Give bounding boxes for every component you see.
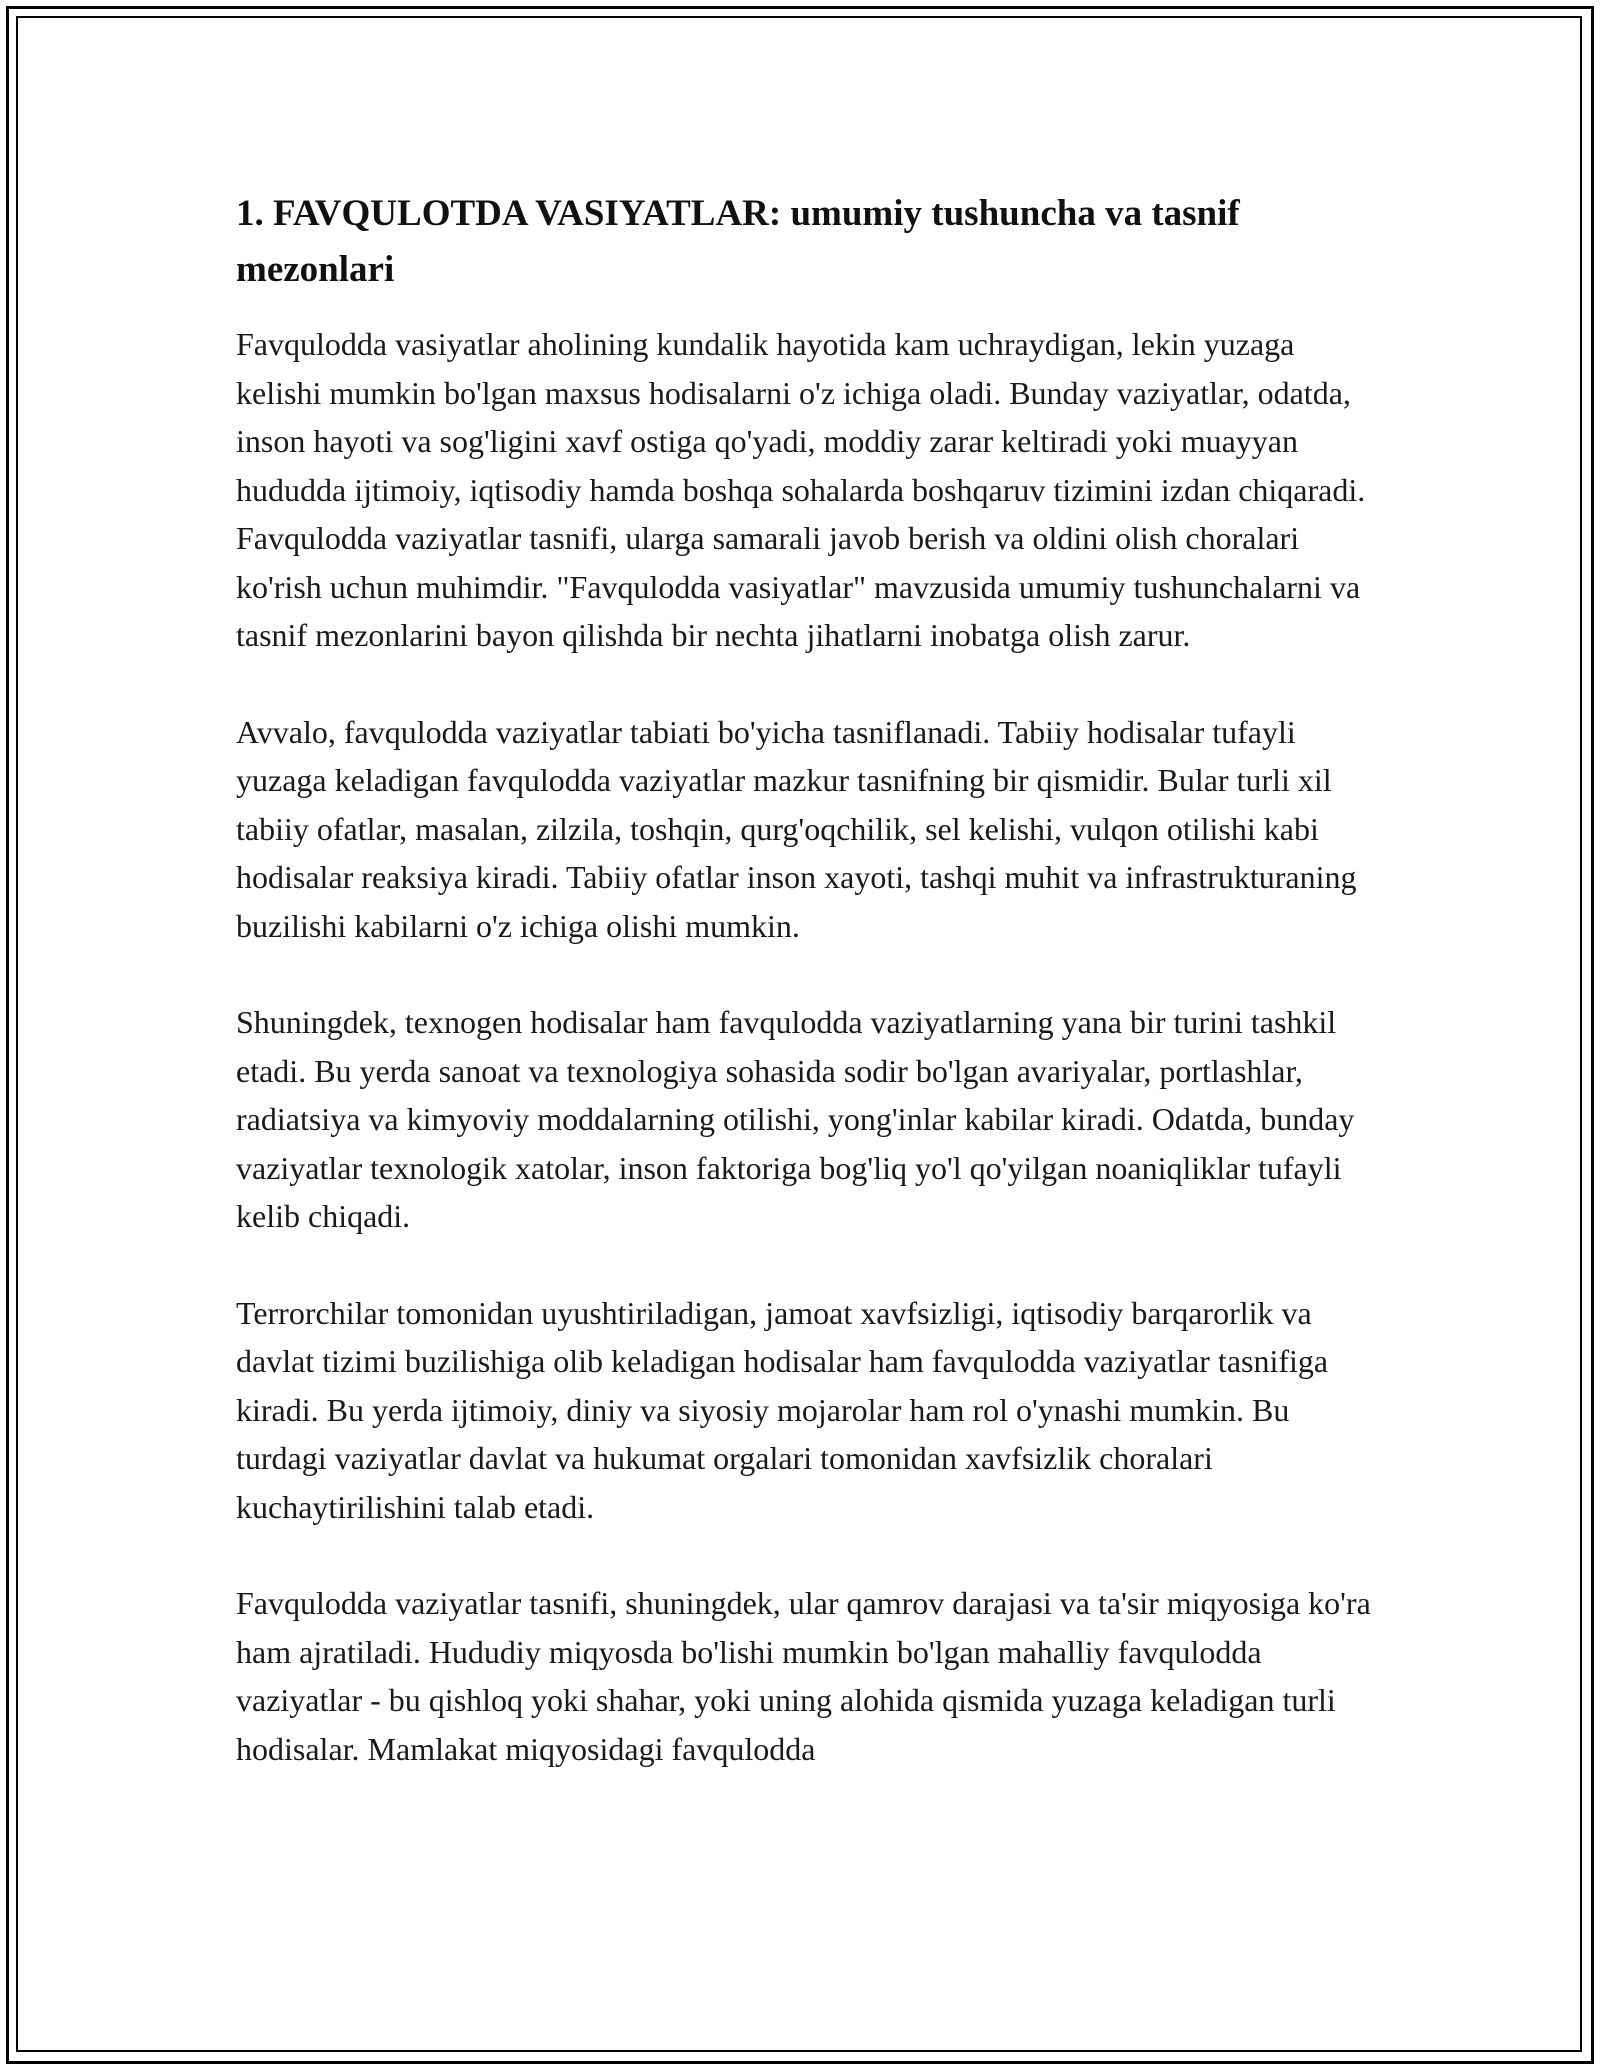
paragraph-social-hazards: Terrorchilar tomonidan uyushtiriladigan, jamoat xavfsizligi, iqtisodiy barqarorlik va davlat tizimi buzilishiga olib keladigan hodisalar ham favqulodda vaziyatlar tasnifiga kiradi. Bu yerda ijtimoiy, diniy va siyosiy mojarolar ham rol o'ynashi mumkin. Bu turdagi vaziyatlar davlat va hukumat orgalari tomonidan xavfsizlik choralari kuchaytirilishini talab etadi.: [236, 1294, 1329, 1525]
section-heading: 1. FAVQULOTDA VASIYATLAR: umumiy tushuncha va tasnif mezonlari: [236, 193, 1240, 290]
paragraph-natural-hazards: Avvalo, favqulodda vaziyatlar tabiati bo'yicha tasniflanadi. Tabiiy hodisalar tufayli yuzaga keladigan favqulodda vaziyatlar mazkur tasnifning bir qismidir. Bular turli xil tabiiy ofatlar, masalan, zilzila, toshqin, qurg'oqchilik, sel kelishi, vulqon otilishi kabi hodisalar reaksiya kiradi. Tabiiy ofatlar inson xayoti, tashqi muhit va infrastrukturaning buzilishi kabilarni o'z ichiga olishi mumkin.: [236, 713, 1357, 944]
document-body: [236, 186, 1384, 1821]
paragraph-technogenic-hazards: Shuningdek, texnogen hodisalar ham favqulodda vaziyatlarning yana bir turini tashkil etadi. Bu yerda sanoat va texnologiya sohasida sodir bo'lgan avariyalar, portlashlar, radiatsiya va kimyoviy moddalarning otilishi, yong'inlar kabilar kiradi. Odatda, bunday vaziyatlar texnologik xatolar, inson faktoriga bog'liq yo'l qo'yilgan noaniqliklar tufayli kelib chiqadi.: [236, 1004, 1355, 1234]
paragraph-scale-classification: Favqulodda vaziyatlar tasnifi, shuningdek, ular qamrov darajasi va ta'sir miqyosiga ko'ra ham ajratiladi. Hududiy miqyosda bo'lishi mumkin bo'lgan mahalliy favqulodda vaziyatlar - bu qishloq yoki shahar, yoki uning alohida qismida yuzaga keladigan turli hodisalar. Mamlakat miqyosidagi favqulodda: [236, 1585, 1371, 1767]
paragraph-introduction: Favqulodda vasiyatlar aholining kundalik hayotida kam uchraydigan, lekin yuzaga kelishi mumkin bo'lgan maxsus hodisalarni o'z ichiga oladi. Bunday vaziyatlar, odatda, inson hayoti va sog'ligini xavf ostiga qo'yadi, moddiy zarar keltiradi yoki muayyan hududda ijtimoiy, iqtisodiy hamda boshqa sohalarda boshqaruv tizimini izdan chiqaradi. Favqulodda vaziyatlar tasnifi, ularga samarali javob berish va oldini olish choralari ko'rish uchun muhimdir. "Favqulodda vasiyatlar" mavzusida umumiy tushunchalarni va tasnif mezonlarini bayon qilishda bir nechta jihatlarni inobatga olish zarur.: [236, 326, 1366, 653]
